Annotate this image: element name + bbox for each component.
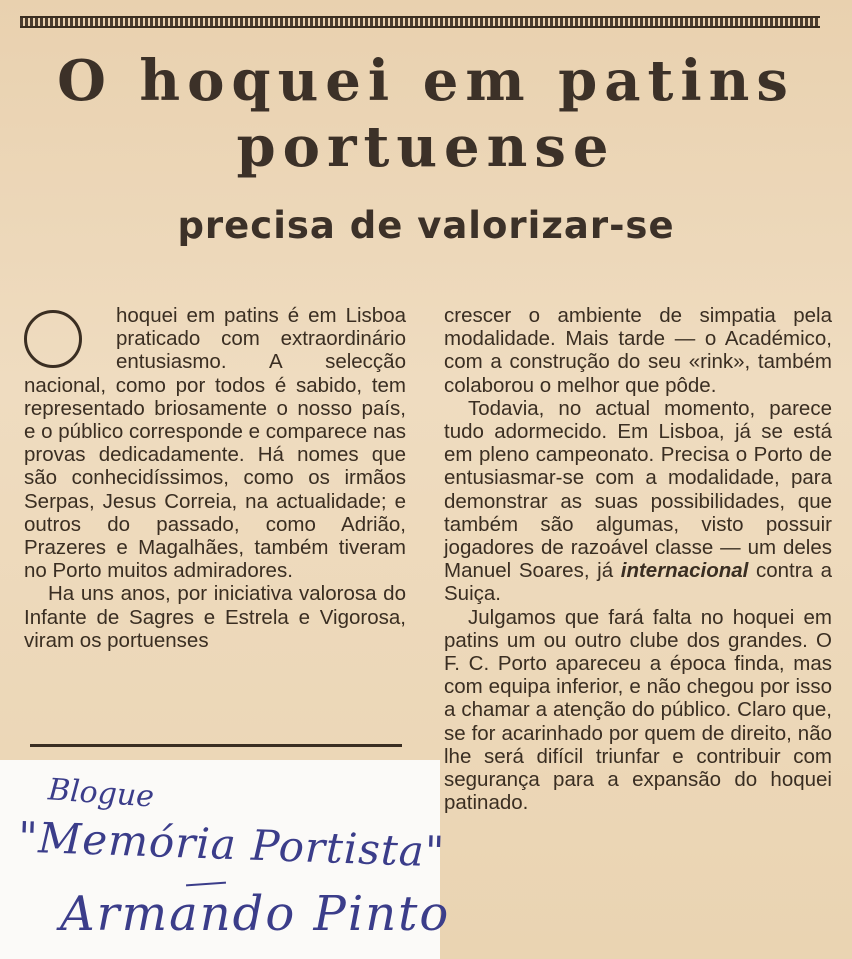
drop-cap	[24, 310, 82, 368]
paragraph	[24, 304, 406, 582]
paragraph: Ha uns anos, por iniciativa valorosa do Infante de Sagres e Estrela e Vigorosa, viram os portuenses	[24, 582, 406, 652]
handwritten-line-blog-name: "Memória Portista"	[17, 812, 446, 877]
paragraph-text: Todavia, no actual momento, parece tudo adormecido. Em Lisboa, já se está em pleno campeonato. Precisa o Porto de entusiasmar-se com a modalidade, para demonstrar as suas possibilidades, que também são algumas, visto possuir jogadores de razoável classe — um deles Manuel Soares, já	[444, 396, 832, 583]
headline-line-2: portuense	[236, 114, 616, 180]
top-decorative-rule	[20, 16, 820, 28]
article-column-right	[444, 304, 832, 814]
column-end-rule	[30, 744, 402, 747]
subheadline: precisa de valorizar-se	[177, 204, 675, 247]
paragraph-text: contra a Suiça.	[444, 559, 832, 606]
paragraph: Julgamos que fará falta no hoquei em patins um ou outro clube dos grandes. O F. C. Porto apareceu a época finda, mas com equipa inferior, e não chegou por isso a chamar a atenção do público. Claro que, se for acarinhado por quem de direito, não lhe será difícil triunfar e contribuir com segurança para a expansão do hoquei patinado.	[444, 605, 832, 815]
article-column-left	[24, 304, 406, 652]
handwritten-line-blog: Blogue	[46, 772, 156, 815]
headline	[20, 48, 832, 180]
emphasis-text: internacional	[620, 559, 749, 583]
paragraph: crescer o ambiente de simpatia pela modalidade. Mais tarde — o Académico, com a construção do seu «rink», também colaborou o melhor que pôde.	[444, 304, 832, 397]
paragraph	[444, 397, 832, 606]
headline-line-1: O hoquei em patins	[57, 48, 795, 114]
handwritten-signature: Armando Pinto	[60, 886, 451, 942]
paragraph-text: hoquei em patins é em Lisboa praticado com extraordinário entusiasmo. A selecção nacional, como por todos é sabido, tem representado briosamente o nosso país, e o público corresponde e comparece nas provas dedicadamente. Há nomes que são conhecidíssimos, como os irmãos Serpas, Jesus Correia, na actualidade; e outros do passado, como Adrião, Prazeres e Magalhães, também tiveram no Porto muitos admiradores.	[24, 304, 406, 583]
